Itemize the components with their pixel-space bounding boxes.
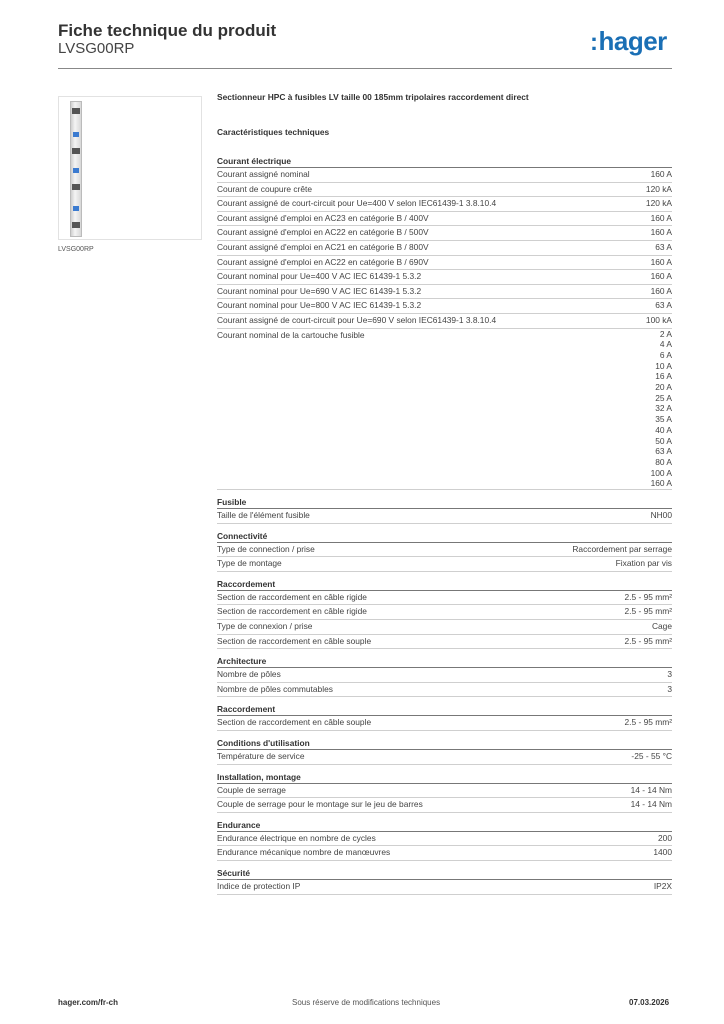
header-divider <box>58 68 672 69</box>
spec-row <box>217 212 672 227</box>
spec-row <box>217 329 672 491</box>
spec-value: 16 A <box>655 371 672 382</box>
spec-section <box>217 771 672 813</box>
spec-row <box>217 846 672 861</box>
spec-section <box>217 578 672 649</box>
spec-row <box>217 683 672 698</box>
spec-section <box>217 496 672 524</box>
section-title: Raccordement <box>217 703 672 716</box>
spec-row <box>217 314 672 329</box>
spec-label: Couple de serrage <box>217 784 286 795</box>
spec-section <box>217 867 672 895</box>
spec-label: Section de raccordement en câble rigide <box>217 591 367 602</box>
section-title: Courant électrique <box>217 155 672 168</box>
spec-label: Courant de coupure crête <box>217 183 312 194</box>
spec-value: 100 A <box>650 467 672 478</box>
spec-label: Section de raccordement en câble souple <box>217 717 372 728</box>
spec-value: 200 <box>658 832 672 843</box>
spec-value: 2.5 - 95 mm² <box>624 635 672 646</box>
spec-value: 160 A <box>650 256 672 267</box>
spec-value: 120 kA <box>645 198 672 209</box>
spec-value: 160 A <box>650 271 672 282</box>
spec-row <box>217 509 672 524</box>
spec-value: 63 A <box>655 241 672 252</box>
spec-value: 160 A <box>650 212 672 223</box>
spec-value: 35 A <box>655 414 672 425</box>
spec-section <box>217 530 672 572</box>
spec-value: 1400 <box>653 847 672 858</box>
spec-row <box>217 716 672 731</box>
spec-row <box>217 668 672 683</box>
spec-label: Type de montage <box>217 558 282 569</box>
spec-section <box>217 155 672 490</box>
spec-label: Couple de serrage pour le montage sur le jeu de barres <box>217 799 423 810</box>
spec-value: 14 - 14 Nm <box>630 784 672 795</box>
section-title: Endurance <box>217 819 672 832</box>
spec-value: 6 A <box>659 349 672 360</box>
spec-value: 2.5 - 95 mm² <box>624 606 672 617</box>
spec-label: Courant nominal pour Ue=800 V AC IEC 61439-1 5.3.2 <box>217 300 422 311</box>
spec-value: 2.5 - 95 mm² <box>624 717 672 728</box>
spec-value: Raccordement par serrage <box>572 543 672 554</box>
spec-value: 40 A <box>655 424 672 435</box>
product-title: Sectionneur HPC à fusibles LV taille 00 185mm tripolaires raccordement direct <box>217 92 529 102</box>
spec-sections <box>217 155 672 895</box>
spec-value: 2 A <box>659 328 672 339</box>
spec-value: 10 A <box>655 360 672 371</box>
spec-row <box>217 832 672 847</box>
spec-label: Courant nominal de la cartouche fusible <box>217 329 365 340</box>
page-title: Fiche technique du produit <box>58 21 277 40</box>
spec-section <box>217 655 672 697</box>
spec-value: 50 A <box>655 435 672 446</box>
spec-value: 120 kA <box>645 183 672 194</box>
spec-row <box>217 557 672 572</box>
spec-value: 3 <box>667 683 672 694</box>
spec-row <box>217 285 672 300</box>
spec-value: Fixation par vis <box>615 558 672 569</box>
spec-label: Courant nominal pour Ue=690 V AC IEC 61439-1 5.3.2 <box>217 285 422 296</box>
spec-section <box>217 819 672 861</box>
spec-section <box>217 737 672 765</box>
section-title: Raccordement <box>217 578 672 591</box>
spec-row <box>217 270 672 285</box>
spec-content <box>217 92 672 901</box>
spec-value: 14 - 14 Nm <box>630 799 672 810</box>
spec-label: Nombre de pôles commutables <box>217 683 333 694</box>
spec-label: Température de service <box>217 751 305 762</box>
section-title: Connectivité <box>217 530 672 543</box>
spec-row <box>217 299 672 314</box>
spec-label: Type de connection / prise <box>217 543 315 554</box>
spec-row <box>217 256 672 271</box>
spec-row <box>217 591 672 606</box>
footer-notice: Sous réserve de modifications techniques <box>292 998 441 1007</box>
spec-row <box>217 635 672 650</box>
spec-value: Cage <box>651 621 672 632</box>
product-reference: LVSG00RP <box>58 40 135 57</box>
spec-label: Courant assigné d'emploi en AC21 en catégorie B / 800V <box>217 241 429 252</box>
spec-label: Indice de protection IP <box>217 880 301 891</box>
footer-date: 07.03.2026 <box>629 998 670 1007</box>
spec-label: Courant assigné d'emploi en AC22 en catégorie B / 500V <box>217 227 429 238</box>
spec-value: 80 A <box>655 456 672 467</box>
spec-label: Courant assigné d'emploi en AC22 en catégorie B / 690V <box>217 256 429 267</box>
logo-text: hager <box>598 26 667 56</box>
section-title: Architecture <box>217 655 672 668</box>
spec-label: Courant assigné d'emploi en AC23 en catégorie B / 400V <box>217 212 429 223</box>
spec-label: Taille de l'élément fusible <box>217 510 310 521</box>
section-title: Sécurité <box>217 867 672 880</box>
section-title: Fusible <box>217 496 672 509</box>
spec-value: 32 A <box>655 403 672 414</box>
spec-value: 2.5 - 95 mm² <box>624 591 672 602</box>
spec-row <box>217 620 672 635</box>
spec-label: Endurance électrique en nombre de cycles <box>217 832 376 843</box>
spec-label: Endurance mécanique nombre de manœuvres <box>217 847 391 858</box>
spec-row <box>217 543 672 558</box>
spec-value: -25 - 55 °C <box>631 751 672 762</box>
spec-value: NH00 <box>650 510 672 521</box>
spec-label: Courant assigné de court-circuit pour Ue=400 V selon IEC61439-1 3.8.10.4 <box>217 198 497 209</box>
spec-values-list <box>651 329 672 490</box>
spec-label: Type de connexion / prise <box>217 621 313 632</box>
spec-row <box>217 784 672 799</box>
spec-label: Courant assigné de court-circuit pour Ue=690 V selon IEC61439-1 3.8.10.4 <box>217 314 497 325</box>
spec-row <box>217 798 672 813</box>
spec-row <box>217 880 672 895</box>
section-title: Installation, montage <box>217 771 672 784</box>
spec-row <box>217 183 672 198</box>
spec-row <box>217 226 672 241</box>
spec-value: 3 <box>667 669 672 680</box>
spec-label: Nombre de pôles <box>217 669 281 680</box>
footer-website[interactable]: hager.com/fr-ch <box>58 998 119 1007</box>
fuse-switch-illustration <box>70 101 82 237</box>
spec-row <box>217 197 672 212</box>
spec-row <box>217 750 672 765</box>
spec-value: 160 A <box>650 169 672 179</box>
section-title: Conditions d'utilisation <box>217 737 672 750</box>
spec-value: 63 A <box>655 300 672 311</box>
spec-value: 25 A <box>655 392 672 403</box>
spec-value: IP2X <box>653 880 672 891</box>
image-caption: LVSG00RP <box>58 246 94 253</box>
spec-value: 63 A <box>655 446 672 457</box>
spec-value: 160 A <box>650 478 672 489</box>
spec-row <box>217 168 672 183</box>
hager-logo: :hager <box>590 26 667 56</box>
spec-section <box>217 703 672 731</box>
spec-value: 160 A <box>650 285 672 296</box>
spec-value: 4 A <box>659 339 672 350</box>
spec-value: 20 A <box>655 382 672 393</box>
spec-value: 100 kA <box>645 314 672 325</box>
spec-row <box>217 241 672 256</box>
product-image <box>58 96 202 240</box>
spec-label: Courant nominal pour Ue=400 V AC IEC 61439-1 5.3.2 <box>217 271 422 282</box>
spec-label: Courant assigné nominal <box>217 169 310 179</box>
spec-label: Section de raccordement en câble rigide <box>217 606 367 617</box>
spec-value: 160 A <box>650 227 672 238</box>
spec-label: Section de raccordement en câble souple <box>217 635 372 646</box>
section-subtitle: Caractéristiques techniques <box>217 127 330 137</box>
spec-row <box>217 605 672 620</box>
